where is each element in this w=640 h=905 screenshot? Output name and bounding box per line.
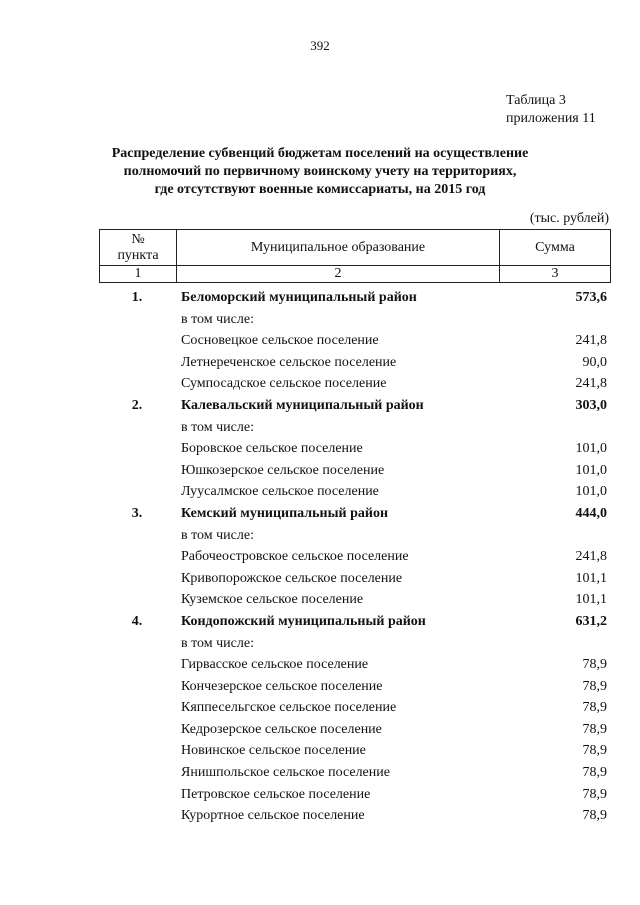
- row-amount: 241,8: [575, 549, 607, 565]
- row-name: Петровское сельское поселение: [181, 786, 371, 802]
- row-name: в том числе:: [181, 527, 254, 543]
- title-line1: Распределение субвенций бюджетам поселений на осуществление: [111, 146, 529, 161]
- row-amount: 303,0: [575, 397, 607, 413]
- row-name: Боровское сельское поселение: [181, 441, 363, 457]
- title-line2: полномочий по первичному воинскому учету на территориях,: [123, 164, 517, 179]
- settlement-row: [99, 719, 611, 741]
- row-name: Кондопожский муниципальный район: [181, 613, 426, 629]
- row-name: в том числе:: [181, 419, 254, 435]
- settlement-row: [99, 438, 611, 460]
- row-name: в том числе:: [181, 311, 254, 327]
- row-name: Летнереченское сельское поселение: [181, 354, 397, 370]
- row-amount: 101,0: [575, 462, 607, 478]
- row-name: Сосновецкое сельское поселение: [181, 333, 379, 349]
- row-name: Янишпольское сельское поселение: [181, 765, 390, 781]
- row-name: Курортное сельское поселение: [181, 808, 365, 824]
- settlement-row: [99, 654, 611, 676]
- header-amount: Сумма: [500, 230, 611, 266]
- settlement-row: [99, 330, 611, 352]
- settlement-row: [99, 676, 611, 698]
- settlement-row: [99, 481, 611, 503]
- row-name: Гирвасское сельское поселение: [181, 657, 369, 673]
- settlement-row: [99, 589, 611, 611]
- page-number: 392: [310, 38, 330, 53]
- row-amount: 78,9: [582, 786, 607, 802]
- subheading-row: [99, 525, 611, 547]
- table-reference-line1: Таблица 3: [506, 93, 566, 108]
- district-row: [99, 503, 611, 525]
- row-name: Куземское сельское поселение: [181, 592, 364, 608]
- table-body: [99, 287, 611, 827]
- row-name: Новинское сельское поселение: [181, 743, 366, 759]
- row-amount: 631,2: [575, 613, 607, 629]
- row-name: Кедрозерское сельское поселение: [181, 721, 382, 737]
- row-name: Кяппесельгское сельское поселение: [181, 700, 397, 716]
- district-row: [99, 395, 611, 417]
- table-reference-line2: приложения 11: [506, 111, 596, 126]
- row-name: Луусалмское сельское поселение: [181, 484, 379, 500]
- row-amount: 241,8: [575, 376, 607, 392]
- header-index-3: 3: [500, 266, 611, 283]
- header-index-2: 2: [177, 266, 500, 283]
- district-row: [99, 611, 611, 633]
- row-name: Кривопорожское сельское поселение: [181, 570, 403, 586]
- row-name: Кемский муниципальный район: [181, 505, 389, 521]
- row-number: 2.: [131, 397, 143, 413]
- settlement-row: [99, 460, 611, 482]
- settlement-row: [99, 784, 611, 806]
- document-title: [100, 145, 540, 199]
- row-amount: 101,1: [575, 570, 607, 586]
- row-amount: 78,9: [582, 721, 607, 737]
- subheading-row: [99, 417, 611, 439]
- settlement-row: [99, 697, 611, 719]
- row-amount: 573,6: [575, 290, 607, 305]
- settlement-row: [99, 740, 611, 762]
- settlement-row: [99, 805, 611, 827]
- row-name: в том числе:: [181, 635, 254, 651]
- settlement-row: [99, 546, 611, 568]
- title-line3: где отсутствуют военные комиссариаты, на 2015 год: [154, 182, 486, 197]
- row-amount: 78,9: [582, 743, 607, 759]
- row-amount: 78,9: [582, 700, 607, 716]
- row-amount: 78,9: [582, 808, 607, 824]
- row-name: Кончезерское сельское поселение: [181, 678, 383, 694]
- table-reference: [506, 92, 596, 128]
- row-amount: 90,0: [582, 354, 607, 370]
- row-name: Рабочеостровское сельское поселение: [181, 549, 409, 565]
- row-amount: 101,1: [575, 592, 607, 608]
- district-row: [99, 287, 611, 309]
- row-amount: 78,9: [582, 657, 607, 673]
- row-number: 4.: [131, 613, 143, 629]
- row-name: Калевальский муниципальный район: [181, 397, 424, 413]
- units-label: (тыс. рублей): [529, 211, 609, 226]
- row-amount: 101,0: [575, 441, 607, 457]
- row-name: Юшкозерское сельское поселение: [181, 462, 385, 478]
- subheading-row: [99, 633, 611, 655]
- settlement-row: [99, 762, 611, 784]
- row-name: Сумпосадское сельское поселение: [181, 376, 387, 392]
- row-amount: 241,8: [575, 333, 607, 349]
- subheading-row: [99, 309, 611, 331]
- row-name: Беломорский муниципальный район: [181, 290, 417, 305]
- row-number: 3.: [131, 505, 143, 521]
- header-number-label: пункта: [117, 247, 159, 263]
- header-municipality: Муниципальное образование: [177, 230, 500, 266]
- table-header: [99, 229, 611, 283]
- row-amount: 444,0: [575, 505, 607, 521]
- header-number-cell: [100, 230, 177, 266]
- header-number-symbol: №: [131, 231, 145, 247]
- row-amount: 78,9: [582, 678, 607, 694]
- row-amount: 78,9: [582, 765, 607, 781]
- row-number: 1.: [131, 290, 143, 305]
- row-amount: 101,0: [575, 484, 607, 500]
- settlement-row: [99, 352, 611, 374]
- settlement-row: [99, 373, 611, 395]
- header-index-1: 1: [100, 266, 177, 283]
- settlement-row: [99, 568, 611, 590]
